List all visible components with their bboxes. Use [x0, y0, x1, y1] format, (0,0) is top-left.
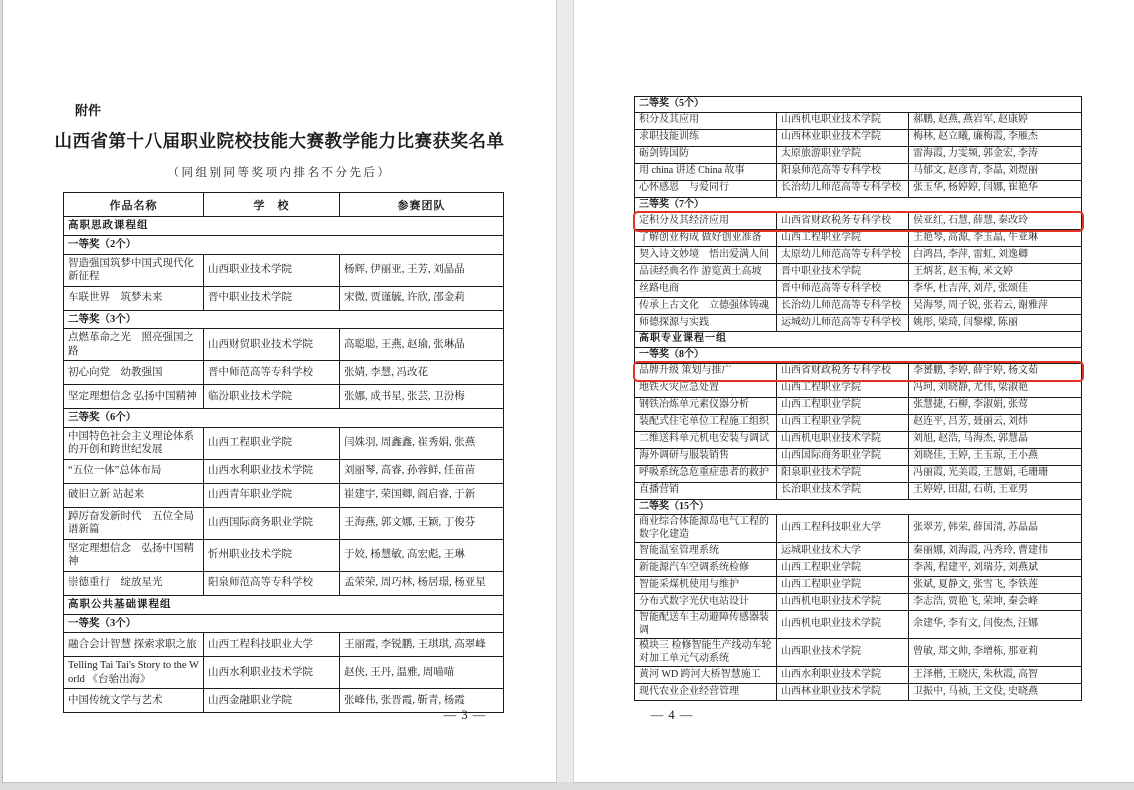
table-row	[635, 639, 1082, 667]
school-cell: 山西工程职业学院	[777, 577, 909, 594]
school-cell: 阳泉职业技术学院	[777, 465, 909, 482]
school-cell: 山西机电职业技术学院	[777, 112, 909, 129]
team-cell: 吴海琴, 周子锐, 张若云, 谢雅萍	[909, 298, 1082, 315]
award-row	[64, 236, 504, 255]
team-cell: 冯珂, 刘晓静, 尤伟, 梁淑艳	[909, 380, 1082, 397]
team-cell: 王泽楷, 王晓庆, 朱秋霞, 高智	[909, 667, 1082, 684]
work-cell: 传承上古文化 立德强体铸魂	[635, 298, 777, 315]
table-header-row	[64, 193, 504, 217]
table-row	[635, 465, 1082, 482]
team-cell: 余建华, 李有文, 闫俊杰, 汪娜	[909, 611, 1082, 639]
page-number-4: — 4 —	[650, 708, 694, 722]
table-row	[64, 361, 504, 385]
table-row	[635, 611, 1082, 639]
table-row	[64, 483, 504, 507]
award-cell: 二等奖（5个）	[635, 97, 1082, 113]
section-row	[635, 332, 1082, 348]
work-cell: 二维送料单元机电安装与调试	[635, 431, 777, 448]
work-cell: 中国传统文学与艺术	[64, 689, 204, 713]
table-row	[64, 385, 504, 409]
award-row	[64, 614, 504, 633]
award-row	[64, 409, 504, 428]
work-cell: 坚定理想信念 弘扬中国精神	[64, 539, 204, 571]
school-cell: 山西机电职业技术学院	[777, 611, 909, 639]
award-cell: 二等奖（15个）	[635, 499, 1082, 515]
work-cell: 海外调研与服装销售	[635, 448, 777, 465]
school-cell: 山西工程科技职业大学	[777, 515, 909, 543]
team-cell: 白鸿昌, 李萍, 雷虹, 刘逸卿	[909, 247, 1082, 264]
school-cell: 山西金融职业学院	[204, 689, 340, 713]
school-cell: 运城职业技术大学	[777, 543, 909, 560]
team-cell: 杨辉, 伊丽亚, 王芳, 刘晶晶	[340, 254, 504, 286]
section-cell: 高职专业课程一组	[635, 332, 1082, 348]
table-row	[64, 657, 504, 689]
team-cell: 王丽霞, 李锐鹏, 王琪琪, 高翠峰	[340, 633, 504, 657]
award-cell: 三等奖（6个）	[64, 409, 504, 428]
school-cell: 运城幼儿师范高等专科学校	[777, 315, 909, 332]
school-cell: 山西国际商务职业学院	[777, 448, 909, 465]
team-cell: 卫振中, 马祯, 王文伇, 史晓燕	[909, 684, 1082, 701]
school-cell: 山西工程职业学院	[777, 414, 909, 431]
award-row	[635, 97, 1082, 113]
table-row	[635, 684, 1082, 701]
work-cell: 崇德重行 绽放星光	[64, 571, 204, 595]
table-row	[635, 482, 1082, 499]
award-cell: 二等奖（3个）	[64, 310, 504, 329]
team-cell: 梅林, 赵立曦, 廉梅霞, 李雁杰	[909, 129, 1082, 146]
table-row	[64, 427, 504, 459]
table-row	[635, 129, 1082, 146]
school-cell: 山西省财政税务专科学校	[777, 363, 909, 380]
work-cell: 初心向党 幼教强国	[64, 361, 204, 385]
school-cell: 阳泉师范高等专科学校	[204, 571, 340, 595]
school-cell: 山西水利职业技术学院	[204, 657, 340, 689]
work-cell: 丝路电商	[635, 281, 777, 298]
table-row	[64, 507, 504, 539]
team-cell: 李茜, 程建平, 刘瑞芬, 刘燕斌	[909, 560, 1082, 577]
team-cell: 马郁文, 赵彦青, 李晶, 刘煜丽	[909, 163, 1082, 180]
work-cell: 直播营销	[635, 482, 777, 499]
work-cell: 砺剑铸国防	[635, 146, 777, 163]
team-cell: 刘丽琴, 高睿, 孙蓉鲜, 任苗苗	[340, 459, 504, 483]
team-cell: 王海燕, 郭文娜, 王颖, 丁俊芬	[340, 507, 504, 539]
school-cell: 晋中职业技术学院	[204, 286, 340, 310]
team-cell: 赵连平, 吕芳, 聂丽云, 刘炜	[909, 414, 1082, 431]
table-row	[635, 414, 1082, 431]
table-row	[635, 543, 1082, 560]
table-row	[635, 247, 1082, 264]
header-work: 作品名称	[64, 193, 204, 217]
table-row	[635, 431, 1082, 448]
work-cell: 装配式住宅单位工程施工组织	[635, 414, 777, 431]
table-row	[635, 397, 1082, 414]
section-cell: 高职公共基础课程组	[64, 595, 504, 614]
work-cell: 契入诗文妙境 悟出爱满人间	[635, 247, 777, 264]
team-cell: 李赟鹏, 李婷, 薛宇婷, 杨文茹	[909, 363, 1082, 380]
team-cell: 赵侠, 王丹, 温雅, 周喵喵	[340, 657, 504, 689]
school-cell: 山西工程职业学院	[777, 380, 909, 397]
section-row	[64, 217, 504, 236]
team-cell: 姚彤, 梁琦, 闫黎檬, 陈丽	[909, 315, 1082, 332]
school-cell: 山西工程职业学院	[777, 560, 909, 577]
section-row	[64, 595, 504, 614]
work-cell: 了解创业构成 做好创业准备	[635, 230, 777, 247]
award-cell: 一等奖（2个）	[64, 236, 504, 255]
table-row	[64, 571, 504, 595]
work-cell: 地铁火灾应急处置	[635, 380, 777, 397]
table-row	[635, 146, 1082, 163]
work-cell: 师德探源与实践	[635, 315, 777, 332]
table-row	[635, 230, 1082, 247]
award-cell: 一等奖（3个）	[64, 614, 504, 633]
work-cell: 新能源汽车空调系统检修	[635, 560, 777, 577]
team-cell: 王艳琴, 高源, 李玉晶, 牛亚琳	[909, 230, 1082, 247]
team-cell: 张玉华, 杨婷婷, 闫娜, 崔艳华	[909, 180, 1082, 197]
team-cell: 刘晓佳, 王婷, 王玉琼, 王小燕	[909, 448, 1082, 465]
school-cell: 长治幼儿师范高等专科学校	[777, 298, 909, 315]
work-cell: 品读经典名作 游览黄土高坡	[635, 264, 777, 281]
table-row	[635, 180, 1082, 197]
team-cell: 雷海霞, 力雯频, 郭金宏, 李涛	[909, 146, 1082, 163]
school-cell: 山西职业技术学院	[204, 254, 340, 286]
table-row	[64, 633, 504, 657]
highlighted-table-row	[635, 363, 1082, 380]
doc-title: 山西省第十八届职业院校技能大赛教学能力比赛获奖名单	[54, 131, 505, 151]
work-cell: 商业综合体能源岛电气工程的数字化建造	[635, 515, 777, 543]
team-cell: 侯亚红, 石慧, 薛慧, 秦改玲	[909, 213, 1082, 230]
table-row	[635, 380, 1082, 397]
team-cell: 张娜, 成书星, 张芸, 卫汾梅	[340, 385, 504, 409]
award-row	[635, 348, 1082, 364]
table-row	[64, 459, 504, 483]
table-row	[635, 315, 1082, 332]
work-cell: 求职技能训练	[635, 129, 777, 146]
team-cell: 刘旭, 赵浩, 马海杰, 郭慧晶	[909, 431, 1082, 448]
school-cell: 山西青年职业学院	[204, 483, 340, 507]
team-cell: 郝鹏, 赵燕, 燕岩军, 赵康婷	[909, 112, 1082, 129]
table-row	[64, 254, 504, 286]
school-cell: 山西机电职业技术学院	[777, 431, 909, 448]
school-cell: 山西省财政税务专科学校	[777, 213, 909, 230]
work-cell: 用 china 讲述 China 故事	[635, 163, 777, 180]
team-cell: 宋微, 贾谨毓, 许欣, 邵金莉	[340, 286, 504, 310]
school-cell: 忻州职业技术学院	[204, 539, 340, 571]
team-cell: 闫姝羽, 周鑫鑫, 崔秀娟, 张燕	[340, 427, 504, 459]
work-cell: 分布式数字光伏电站设计	[635, 594, 777, 611]
table-row	[635, 448, 1082, 465]
page-4	[573, 0, 1134, 783]
school-cell: 山西林业职业技术学院	[777, 129, 909, 146]
team-cell: 李志浩, 贾艳飞, 荣坤, 秦会峰	[909, 594, 1082, 611]
highlighted-table-row	[635, 213, 1082, 230]
school-cell: 山西工程职业学院	[777, 397, 909, 414]
award-row	[635, 197, 1082, 213]
school-cell: 山西林业职业技术学院	[777, 684, 909, 701]
school-cell: 晋中师范高等专科学校	[204, 361, 340, 385]
team-cell: 秦丽娜, 刘海霞, 冯秀玲, 曹建伟	[909, 543, 1082, 560]
team-cell: 孟荣荣, 周巧林, 杨居璟, 杨亚星	[340, 571, 504, 595]
team-cell: 崔建宇, 荣国卿, 阎启睿, 于新	[340, 483, 504, 507]
school-cell: 山西国际商务职业学院	[204, 507, 340, 539]
team-cell: 于姣, 杨慧敏, 高宏彪, 王琳	[340, 539, 504, 571]
school-cell: 临汾职业技术学院	[204, 385, 340, 409]
work-cell: 黄河 WD 跨河大桥智慧施工	[635, 667, 777, 684]
school-cell: 山西财贸职业技术学院	[204, 329, 340, 361]
table-row	[635, 577, 1082, 594]
header-school: 学 校	[204, 193, 340, 217]
team-cell: 张婧, 李慧, 冯改花	[340, 361, 504, 385]
school-cell: 阳泉师范高等专科学校	[777, 163, 909, 180]
team-cell: 张翠芳, 韩荣, 薛国清, 苏晶晶	[909, 515, 1082, 543]
award-table-page3	[63, 192, 504, 713]
page-3	[2, 0, 557, 783]
team-cell: 李华, 杜吉萍, 刘芹, 张颂佳	[909, 281, 1082, 298]
work-cell: 模块三 检修智能生产线动车轮对加工单元气动系统	[635, 639, 777, 667]
school-cell: 山西工程职业学院	[204, 427, 340, 459]
work-cell: 钢铁冶炼单元素仪器分析	[635, 397, 777, 414]
school-cell: 山西工程职业学院	[777, 230, 909, 247]
work-cell: 踔厉奋发新时代 五位全局谱新篇	[64, 507, 204, 539]
work-cell: 现代农业企业经营管理	[635, 684, 777, 701]
page-gutter	[555, 0, 573, 782]
team-cell: 张斌, 夏静文, 张雪飞, 李铁莲	[909, 577, 1082, 594]
work-cell: 智造强国筑梦中国式现代化新征程	[64, 254, 204, 286]
table-row	[635, 264, 1082, 281]
attachment-label: 附件	[75, 103, 102, 118]
work-cell: 呼吸系统急危重症患者的救护	[635, 465, 777, 482]
school-cell: 太原旅游职业学院	[777, 146, 909, 163]
work-cell: 破旧立新 站起来	[64, 483, 204, 507]
work-cell: 智能采煤机使用与维护	[635, 577, 777, 594]
school-cell: 长治幼儿师范高等专科学校	[777, 180, 909, 197]
team-cell: 高聪聪, 王燕, 赵瑜, 张琳晶	[340, 329, 504, 361]
team-cell: 冯丽霞, 光美霞, 王慧娟, 毛珊珊	[909, 465, 1082, 482]
page-number-3: — 3 —	[443, 708, 487, 722]
table-row	[635, 298, 1082, 315]
work-cell: 融合会计智慧 探索求职之旅	[64, 633, 204, 657]
work-cell: 坚定理想信念 弘扬中国精神	[64, 385, 204, 409]
award-row	[635, 499, 1082, 515]
table-row	[635, 594, 1082, 611]
team-cell: 张峰伟, 张晋霞, 靳青, 杨霞	[340, 689, 504, 713]
school-cell: 晋中职业技术学院	[777, 264, 909, 281]
work-cell: 定积分及其经济应用	[635, 213, 777, 230]
doc-subtitle: （同组别同等奖项内排名不分先后）	[167, 167, 392, 179]
school-cell: 长治职业技术学院	[777, 482, 909, 499]
table-row	[635, 112, 1082, 129]
team-cell: 王炳茗, 赵玉梅, 米文婷	[909, 264, 1082, 281]
team-cell: 王婷婷, 田甜, 石萌, 王亚男	[909, 482, 1082, 499]
work-cell: “五位一体”总体布局	[64, 459, 204, 483]
school-cell: 山西工程科技职业大学	[204, 633, 340, 657]
award-row	[64, 310, 504, 329]
work-cell: 智能配送车主动避障传感器装调	[635, 611, 777, 639]
award-cell: 三等奖（7个）	[635, 197, 1082, 213]
work-cell: 点燃革命之光 照亮强国之路	[64, 329, 204, 361]
school-cell: 晋中师范高等专科学校	[777, 281, 909, 298]
work-cell: 智能温室管理系统	[635, 543, 777, 560]
school-cell: 山西水利职业技术学院	[777, 667, 909, 684]
award-cell: 一等奖（8个）	[635, 348, 1082, 364]
school-cell: 山西水利职业技术学院	[204, 459, 340, 483]
section-cell: 高职思政课程组	[64, 217, 504, 236]
work-cell: 心怀感恩 与爱同行	[635, 180, 777, 197]
team-cell: 曾敏, 郑文帅, 李增栋, 那亚莉	[909, 639, 1082, 667]
work-cell: 积分及其应用	[635, 112, 777, 129]
work-cell: 车联世界 筑梦未来	[64, 286, 204, 310]
table-row	[64, 329, 504, 361]
work-cell: 中国特色社会主义理论体系的开创和跨世纪发展	[64, 427, 204, 459]
work-cell: 品牌升级 策划与推广	[635, 363, 777, 380]
table-row	[635, 163, 1082, 180]
work-cell: Telling Tai Tai's Story to the World 《台骀出海》	[64, 657, 204, 689]
table-row	[635, 281, 1082, 298]
school-cell: 山西职业技术学院	[777, 639, 909, 667]
table-row	[635, 560, 1082, 577]
team-cell: 张慧捷, 石柳, 李淑娟, 张莺	[909, 397, 1082, 414]
table-row	[64, 539, 504, 571]
table-row	[635, 667, 1082, 684]
table-row	[64, 286, 504, 310]
school-cell: 山西机电职业技术学院	[777, 594, 909, 611]
award-table-page4	[634, 96, 1082, 701]
school-cell: 太原幼儿师范高等专科学校	[777, 247, 909, 264]
header-team: 参赛团队	[340, 193, 504, 217]
table-row	[635, 515, 1082, 543]
